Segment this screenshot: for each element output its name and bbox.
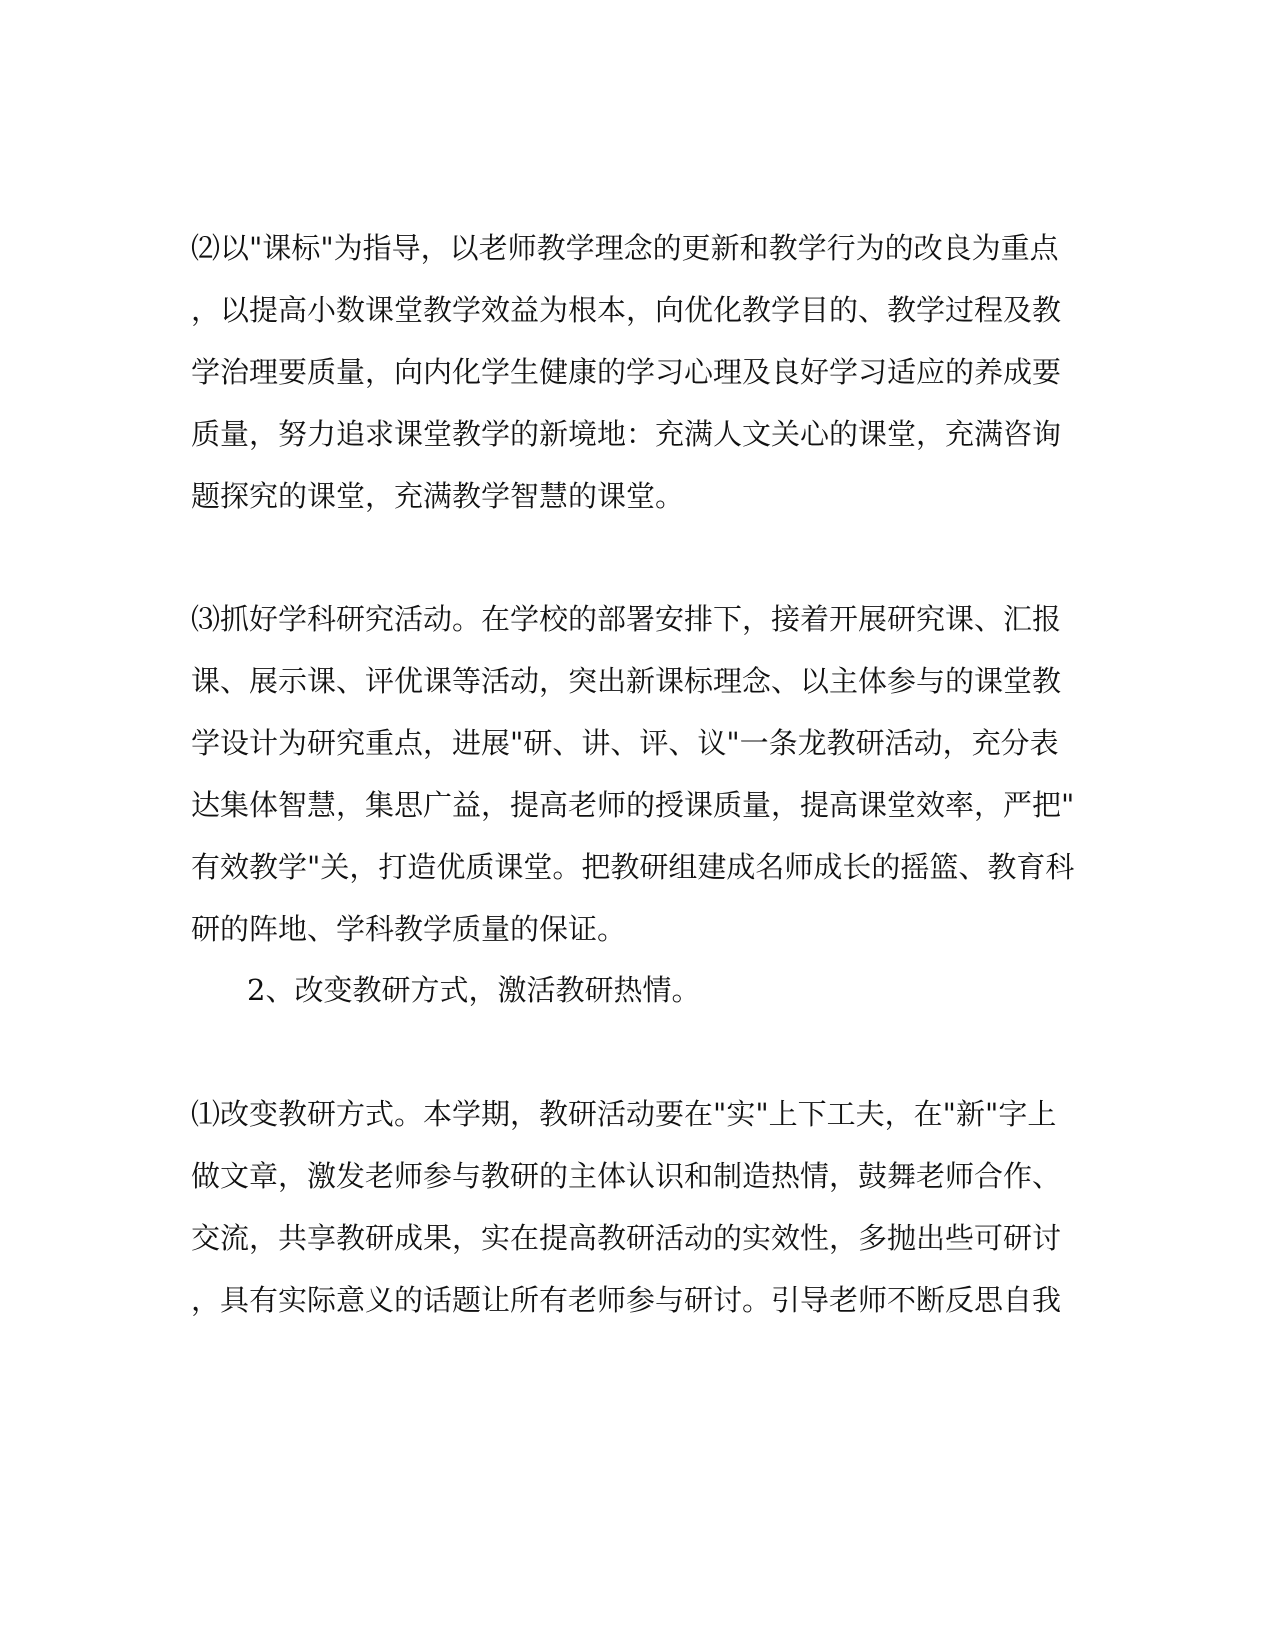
text-line: ⑶抓好学科研究活动。在学校的部署安排下，接着开展研究课、汇报 xyxy=(191,602,1062,636)
text-line: 有效教学"关，打造优质课堂。把教研组建成名师成长的摇篮、教育科 xyxy=(191,850,1075,884)
text-line: 学治理要质量，向内化学生健康的学习心理及良好学习适应的养成要 xyxy=(191,355,1062,389)
text-line: ⑵以"课标"为指导，以老师教学理念的更新和教学行为的改良为重点 xyxy=(191,231,1059,265)
text-line: 做文章，激发老师参与教研的主体认识和制造热情，鼓舞老师合作、 xyxy=(191,1159,1062,1193)
text-line: 题探究的课堂，充满教学智慧的课堂。 xyxy=(191,479,685,513)
text-line: 课、展示课、评优课等活动，突出新课标理念、以主体参与的课堂教 xyxy=(191,664,1062,698)
text-line: 交流，共享教研成果，实在提高教研活动的实效性，多抛出些可研讨 xyxy=(191,1221,1062,1255)
section-heading: 2、改变教研方式，激活教研热情。 xyxy=(247,973,701,1007)
text-line: 研的阵地、学科教学质量的保证。 xyxy=(191,912,627,946)
text-line: 达集体智慧，集思广益，提高老师的授课质量，提高课堂效率，严把" xyxy=(191,788,1075,822)
text-line: 质量，努力追求课堂教学的新境地：充满人文关心的课堂，充满咨询 xyxy=(191,417,1062,451)
text-line: 学设计为研究重点，进展"研、讲、评、议"一条龙教研活动，充分表 xyxy=(191,726,1059,760)
text-line: ⑴改变教研方式。本学期，教研活动要在"实"上下工夫，在"新"字上 xyxy=(191,1097,1057,1131)
text-line: ，以提高小数课堂教学效益为根本，向优化教学目的、教学过程及教 xyxy=(191,293,1062,327)
text-line: ，具有实际意义的话题让所有老师参与研讨。引导老师不断反思自我 xyxy=(191,1283,1062,1317)
